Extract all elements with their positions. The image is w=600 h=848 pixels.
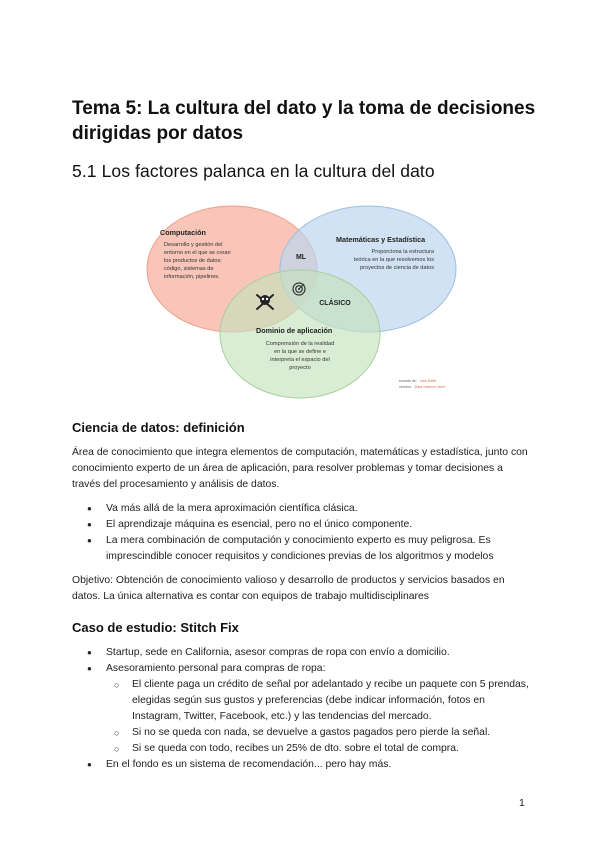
- venn-title-dominio: Dominio de aplicación: [256, 326, 333, 335]
- venn-desc-computacion-2: entorno en el que se crean: [164, 250, 231, 256]
- page-number: 1: [519, 797, 525, 809]
- venn-title-computacion: Computación: [160, 228, 206, 237]
- ciencia-definition: Área de conocimiento que integra elementos de computación, matemáticas y estadística, junto con conocimiento experto de un área de aplicación, para resolver problemas y tomar decisiones a través del procesamiento y análisis de datos.: [72, 447, 528, 490]
- venn-desc-dominio-2: en la que se define e: [274, 349, 326, 355]
- venn-desc-computacion-1: Desarrollo y gestión del: [164, 242, 223, 248]
- venn-desc-computacion-4: código, sistemas de: [164, 266, 214, 272]
- venn-desc-matematicas-1: Proporciona la estructura: [371, 249, 434, 255]
- caso-sub-bullets: [106, 677, 534, 757]
- list-item-text: Asesoramiento personal para compras de ropa:: [106, 663, 326, 674]
- venn-label-clasico: CLÁSICO: [319, 300, 351, 307]
- venn-credit-2: [399, 385, 445, 389]
- venn-desc-computacion-3: los productos de datos:: [164, 258, 222, 264]
- venn-title-matematicas: Matemáticas y Estadística: [336, 235, 426, 244]
- ciencia-objetivo: Objetivo: Obtención de conocimiento valioso y desarrollo de productos y servicios basados en datos. La única alternativa es contar con equipos de trabajo multidisciplinares: [72, 575, 505, 602]
- list-item: ● En el fondo es un sistema de recomendación... pero hay más.: [72, 757, 534, 773]
- ciencia-bullets: [72, 501, 534, 565]
- venn-desc-dominio-4: proyecto: [289, 365, 311, 371]
- venn-desc-dominio-1: Comprensión de la realidad: [265, 341, 335, 347]
- section-heading: 5.1 Los factores palanca en la cultura del dato: [72, 161, 435, 181]
- list-item: ● La mera combinación de computación y conocimiento experto es muy peligrosa. Es imprescindible conocer requisitos y condiciones previas de los algoritmos y modelos: [72, 533, 534, 565]
- venn-credit-1-label: tomado de:: [399, 379, 417, 383]
- venn-credit-1-value: Iván Höfer: [419, 379, 437, 383]
- venn-diagram: [142, 198, 462, 410]
- venn-label-ml: ML: [295, 254, 307, 261]
- sub-list-item: ○ El cliente paga un crédito de señal por adelantado y recibe un paquete con 5 prendas, elegidas según sus gustos y preferencias (debe indicar información, fotos en Instagram, Twitter, Facebook, etc.) y las tendencias del mercado.: [106, 677, 534, 725]
- sub-list-item: ○ Si no se queda con nada, se devuelve a gastos pagados pero pierde la señal.: [106, 725, 534, 741]
- venn-desc-dominio-3: interpreta el espacio del: [270, 357, 330, 363]
- list-item: ● Startup, sede en California, asesor compras de ropa con envío a domicilio.: [72, 645, 534, 661]
- venn-desc-matematicas-3: proyectos de ciencia de datos: [359, 265, 434, 271]
- list-item: [72, 661, 534, 757]
- caso-heading: Caso de estudio: Stitch Fix: [72, 620, 239, 635]
- sub-list-item: ○ Si se queda con todo, recibes un 25% de dto. sobre el total de compra.: [106, 741, 534, 757]
- venn-credit-1: [399, 379, 437, 383]
- venn-credit-2-value: Data Science Venn: [414, 385, 446, 389]
- page-title: Tema 5: La cultura del dato y la toma de decisiones dirigidas por datos: [72, 98, 536, 144]
- list-item: ● Va más allá de la mera aproximación científica clásica.: [72, 501, 534, 517]
- venn-desc-computacion-5: información, pipelines.: [164, 274, 220, 280]
- caso-bullets: [72, 645, 534, 773]
- venn-credit-2-label: versión:: [399, 385, 412, 389]
- venn-desc-matematicas-2: teórica en la que resolvemos los: [353, 257, 434, 263]
- list-item: ● El aprendizaje máquina es esencial, pero no el único componente.: [72, 517, 534, 533]
- ciencia-heading: Ciencia de datos: definición: [72, 420, 245, 435]
